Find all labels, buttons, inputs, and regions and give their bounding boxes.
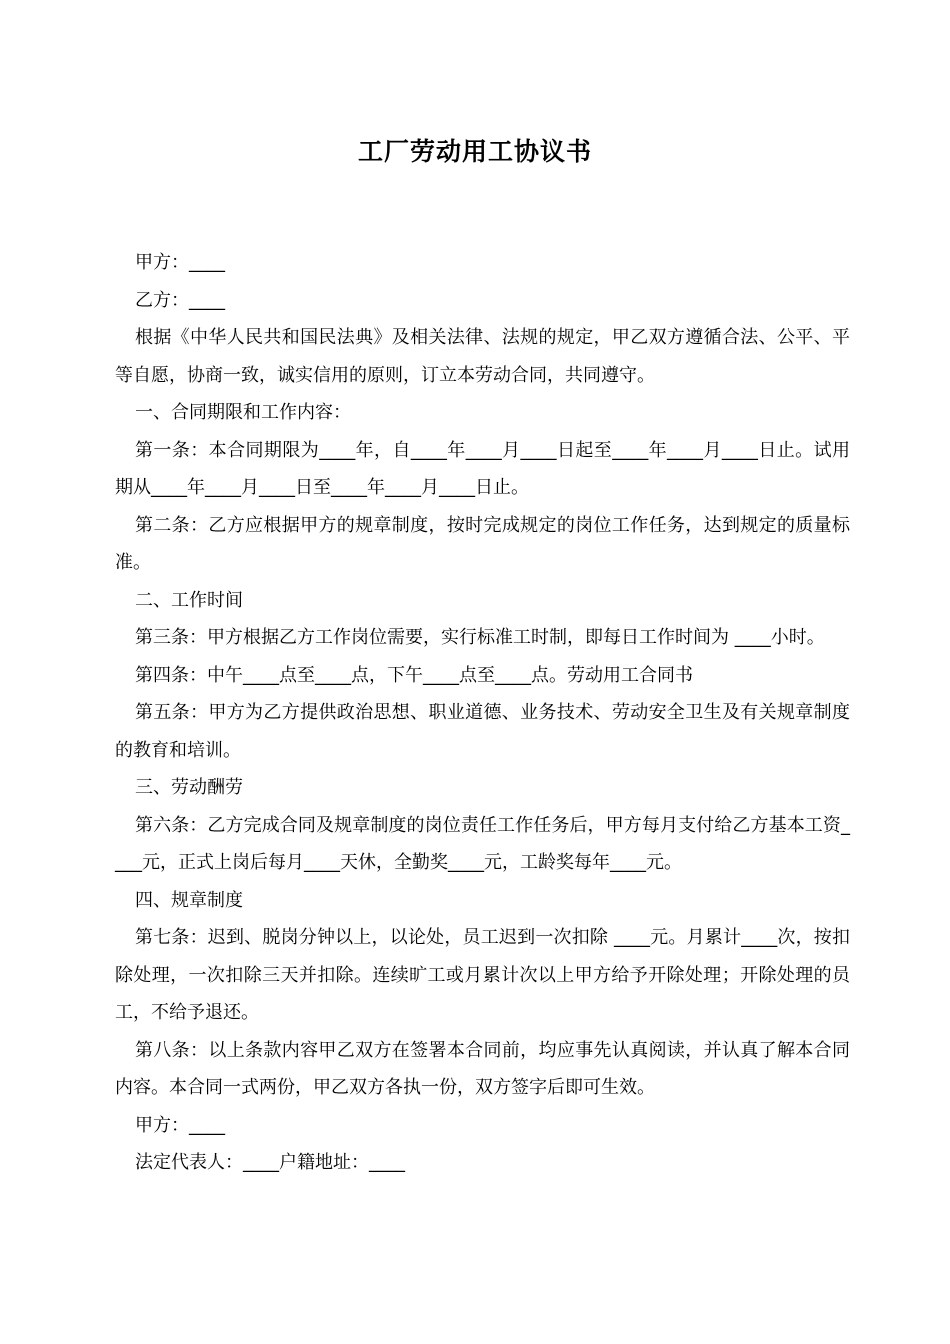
party-a-line: 甲方：____ bbox=[135, 252, 225, 273]
section-heading-rules: 四、规章制度 bbox=[135, 889, 243, 911]
article-6: 第六条：乙方完成合同及规章制度的岗位责任工作任务后，甲方每月支付给乙方基本工资____元，正式上岗后每月____天休，全勤奖____元，工龄奖每年____元。 bbox=[115, 814, 850, 873]
article-7: 第七条：迟到、脱岗分钟以上，以论处，员工迟到一次扣除 ____元。月累计____次，按扣除处理，一次扣除三天并扣除。连续旷工或月累计次以上甲方给予开除处理；开除处理的员工，不给予退还。 bbox=[115, 927, 850, 1023]
article-4: 第四条：中午____点至____点，下午____点至____点。劳动用工合同书 bbox=[135, 664, 693, 686]
article-8: 第八条：以上条款内容甲乙双方在签署本合同前，均应事先认真阅读，并认真了解本合同内容。本合同一式两份，甲乙双方各执一份，双方签字后即可生效。 bbox=[115, 1039, 850, 1098]
document-title: 工厂劳动用工协议书 bbox=[357, 137, 592, 166]
signature-representative: 法定代表人：____户籍地址：____ bbox=[135, 1152, 405, 1173]
document-body bbox=[115, 244, 850, 1182]
article-5: 第五条：甲方为乙方提供政治思想、职业道德、业务技术、劳动安全卫生及有关规章制度的教育和培训。 bbox=[115, 702, 850, 761]
section-heading-hours: 二、工作时间 bbox=[135, 589, 243, 611]
article-1: 第一条：本合同期限为____年，自____年____月____日起至____年____月____日止。试用期从____年____月____日至____年____月____日止。 bbox=[115, 439, 850, 498]
party-b-line: 乙方：____ bbox=[135, 289, 225, 311]
article-2: 第二条：乙方应根据甲方的规章制度，按时完成规定的岗位工作任务，达到规定的质量标准。 bbox=[115, 514, 850, 573]
section-heading-term: 一、合同期限和工作内容： bbox=[135, 402, 351, 423]
article-3: 第三条：甲方根据乙方工作岗位需要，实行标准工时制，即每日工作时间为 ____小时。 bbox=[135, 627, 825, 648]
preamble-paragraph: 根据《中华人民共和国民法典》及相关法律、法规的规定，甲乙双方遵循合法、公平、平等自愿，协商一致，诚实信用的原则，订立本劳动合同，共同遵守。 bbox=[115, 327, 850, 386]
section-heading-pay: 三、劳动酬劳 bbox=[135, 777, 243, 798]
signature-party-a: 甲方：____ bbox=[135, 1114, 225, 1136]
